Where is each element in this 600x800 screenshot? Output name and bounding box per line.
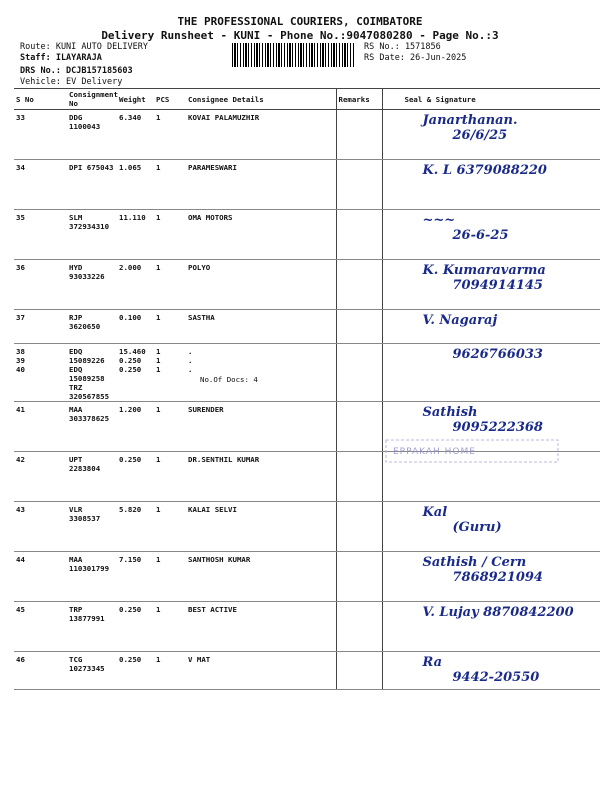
row-consignment <box>67 344 117 402</box>
line: EDQ 15089258 <box>69 365 105 383</box>
table-row <box>14 602 600 652</box>
row-weight: 2.000 <box>117 260 154 310</box>
runsheet-subtitle: Delivery Runsheet - KUNI - Phone No.:9047080280 - Page No.:3 <box>101 29 499 42</box>
row-consignee <box>186 344 336 402</box>
row-remarks <box>336 402 382 452</box>
row-weight: 6.340 <box>117 110 154 160</box>
row-pcs: 1 <box>154 260 186 310</box>
line: . <box>188 347 193 356</box>
col-sno: S No <box>14 89 67 110</box>
line: 1 <box>156 365 161 374</box>
row-consignee: DR.SENTHIL KUMAR <box>186 452 336 502</box>
row-pcs: 1 <box>154 310 186 344</box>
table-row <box>14 552 600 602</box>
row-consignee: KALAI SELVI <box>186 502 336 552</box>
row-consignment: DDG 1100043 <box>67 110 117 160</box>
docs-count: No.Of Docs: 4 <box>200 375 258 384</box>
row-signature <box>382 652 600 690</box>
line: . <box>188 356 193 365</box>
col-signature: Seal & Signature <box>382 89 600 110</box>
table-header <box>14 89 600 110</box>
row-signature <box>382 160 600 210</box>
row-sno: 36 <box>14 260 67 310</box>
rs-date: RS Date: 26-Jun-2025 <box>364 53 467 63</box>
row-pcs: 1 <box>154 652 186 690</box>
row-weight: 5.820 <box>117 502 154 552</box>
stamp-graphic <box>385 438 560 464</box>
row-signature <box>382 502 600 552</box>
row-remarks <box>336 502 382 552</box>
company-stamp <box>385 438 560 464</box>
signature-note: 9095222368 <box>452 420 543 435</box>
row-consignment: HYD 93033226 <box>67 260 117 310</box>
table-row <box>14 502 600 552</box>
barcode <box>232 43 355 67</box>
signature-note: 26-6-25 <box>452 228 509 243</box>
row-remarks <box>336 344 382 402</box>
line: . <box>188 365 193 374</box>
line: 38 <box>16 347 25 356</box>
row-weight: 7.150 <box>117 552 154 602</box>
signature-note: (Guru) <box>452 520 502 535</box>
row-consignee: SANTHOSH KUMAR <box>186 552 336 602</box>
line: TRZ 320567855 <box>69 383 110 401</box>
line: 39 <box>16 356 25 365</box>
row-weight: 1.200 <box>117 402 154 452</box>
signature-text: Kal <box>422 505 448 520</box>
row-weight: 0.250 <box>117 452 154 502</box>
stamp-text: EPPAKAH HOME <box>393 447 476 457</box>
rs-number: RS No.: 1571856 <box>364 42 441 52</box>
row-sno: 42 <box>14 452 67 502</box>
signature-text: V. Lujay 8870842200 <box>422 605 574 620</box>
signature-text: Sathish <box>422 405 478 420</box>
row-sno: 34 <box>14 160 67 210</box>
line: 40 <box>16 365 25 374</box>
row-consignee: POLYO <box>186 260 336 310</box>
staff-label: Staff: ILAYARAJA <box>20 53 102 63</box>
signature-text: Ra <box>422 655 443 670</box>
signature-text: K. Kumaravarma <box>422 263 546 278</box>
row-consignment: TRP 13877991 <box>67 602 117 652</box>
row-sno: 35 <box>14 210 67 260</box>
col-weight: Weight <box>117 89 154 110</box>
row-consignment: VLR 3308537 <box>67 502 117 552</box>
line: 15.460 <box>119 347 146 356</box>
row-weight <box>117 344 154 402</box>
signature-text: Janarthanan. <box>422 113 518 128</box>
table-row <box>14 652 600 690</box>
row-pcs: 1 <box>154 502 186 552</box>
signature-note: 7868921094 <box>452 570 543 585</box>
row-consignee: SASTHA <box>186 310 336 344</box>
row-pcs: 1 <box>154 402 186 452</box>
row-remarks <box>336 110 382 160</box>
line: 1 <box>156 356 161 365</box>
route-label: Route: KUNI AUTO DELIVERY <box>20 42 148 52</box>
vehicle-label: Vehicle: EV Delivery <box>20 77 123 87</box>
row-consignment: RJP 3620650 <box>67 310 117 344</box>
row-weight: 11.110 <box>117 210 154 260</box>
row-remarks <box>336 260 382 310</box>
line: EDQ 15089226 <box>69 347 105 365</box>
row-sno: 43 <box>14 502 67 552</box>
drs-label: DRS No.: DCJB157185603 <box>20 66 133 76</box>
signature-text: ~~~ <box>422 213 456 228</box>
row-consignment: MAA 303378625 <box>67 402 117 452</box>
row-remarks <box>336 160 382 210</box>
row-consignment: DPI 675043 <box>67 160 117 210</box>
row-signature <box>382 210 600 260</box>
col-pcs: PCS <box>154 89 186 110</box>
row-consignment: MAA 110301799 <box>67 552 117 602</box>
row-signature <box>382 552 600 602</box>
row-consignment: UPT 2283804 <box>67 452 117 502</box>
line: 0.250 <box>119 356 142 365</box>
row-pcs: 1 <box>154 110 186 160</box>
row-remarks <box>336 210 382 260</box>
table-row <box>14 110 600 160</box>
row-pcs: 1 <box>154 602 186 652</box>
row-remarks <box>336 452 382 502</box>
row-weight: 1.065 <box>117 160 154 210</box>
row-consignee: V MAT <box>186 652 336 690</box>
row-consignee: KOVAI PALAMUZHIR <box>186 110 336 160</box>
row-pcs: 1 <box>154 160 186 210</box>
signature-note: 7094914145 <box>452 278 543 293</box>
signature-text: V. Nagaraj <box>422 313 498 328</box>
row-weight: 0.250 <box>117 652 154 690</box>
row-consignee: OMA MOTORS <box>186 210 336 260</box>
row-remarks <box>336 552 382 602</box>
row-consignment: SLM 372934310 <box>67 210 117 260</box>
table-row <box>14 260 600 310</box>
row-signature <box>382 344 600 402</box>
row-remarks <box>336 602 382 652</box>
row-sno: 41 <box>14 402 67 452</box>
row-pcs: 1 <box>154 452 186 502</box>
row-sno: 33 <box>14 110 67 160</box>
row-weight: 0.250 <box>117 602 154 652</box>
row-signature <box>382 260 600 310</box>
row-signature <box>382 110 600 160</box>
row-sno: 46 <box>14 652 67 690</box>
line: 1 <box>156 347 161 356</box>
company-title: THE PROFESSIONAL COURIERS, COIMBATORE <box>177 15 423 28</box>
runsheet-table <box>14 88 600 690</box>
row-consignee: SURENDER <box>186 402 336 452</box>
row-consignee: PARAMESWARI <box>186 160 336 210</box>
row-sno: 44 <box>14 552 67 602</box>
col-consignee: Consignee Details <box>186 89 336 110</box>
row-remarks <box>336 310 382 344</box>
signature-note: 26/6/25 <box>452 128 508 143</box>
row-remarks <box>336 652 382 690</box>
col-remarks: Remarks <box>336 89 382 110</box>
row-consignment: TCG 10273345 <box>67 652 117 690</box>
table-row <box>14 310 600 344</box>
row-pcs <box>154 344 186 402</box>
row-signature <box>382 602 600 652</box>
row-pcs: 1 <box>154 210 186 260</box>
row-weight: 0.100 <box>117 310 154 344</box>
row-consignee: BEST ACTIVE <box>186 602 336 652</box>
signature-note: 9626766033 <box>452 347 543 362</box>
signature-text: Sathish / Cern <box>422 555 527 570</box>
row-pcs: 1 <box>154 552 186 602</box>
signature-note: 9442-20550 <box>452 670 540 685</box>
table-row <box>14 160 600 210</box>
table-row <box>14 210 600 260</box>
row-sno <box>14 344 67 402</box>
row-sno: 45 <box>14 602 67 652</box>
line: 0.250 <box>119 365 142 374</box>
table-row <box>14 344 600 402</box>
col-consignment: Consignment No <box>69 90 118 108</box>
row-signature <box>382 310 600 344</box>
signature-text: K. L 6379088220 <box>422 163 547 178</box>
row-sno: 37 <box>14 310 67 344</box>
